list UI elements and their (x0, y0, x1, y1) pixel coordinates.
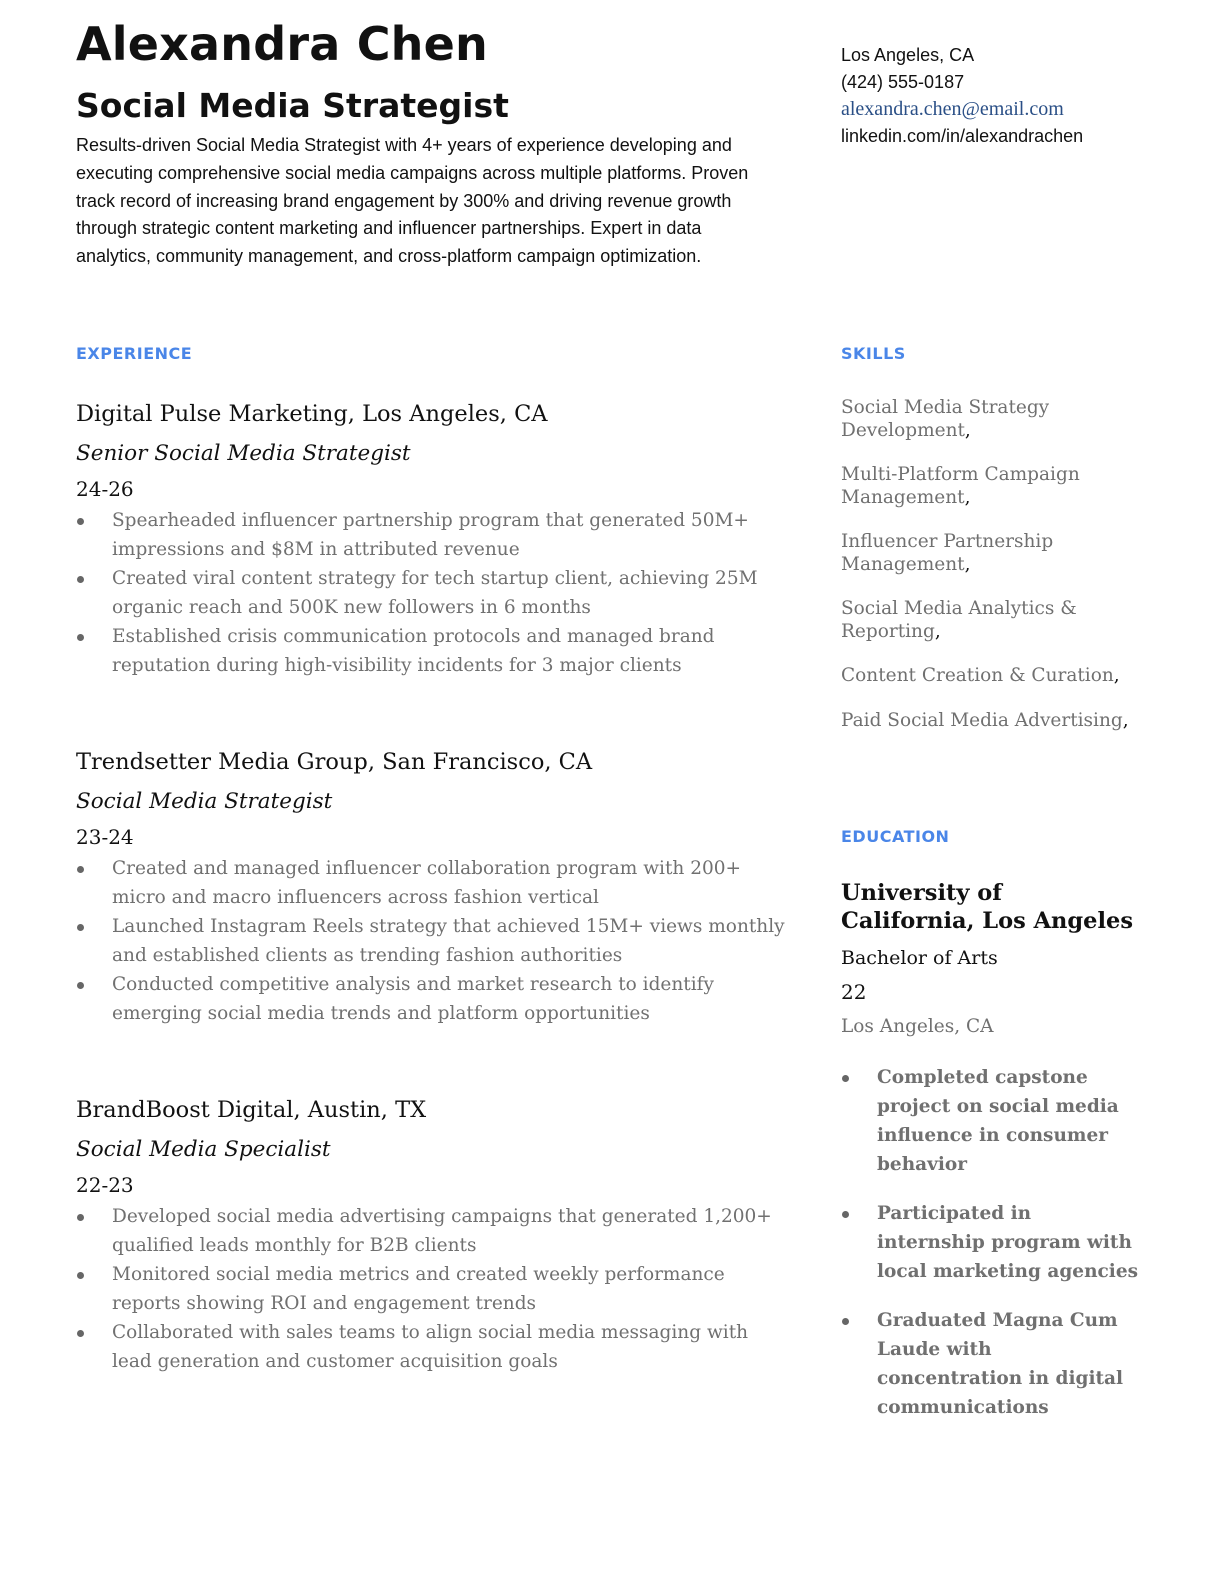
education-entry (841, 879, 1141, 1442)
job-role: Social Media Specialist (76, 1137, 331, 1162)
contact-block (841, 42, 1083, 150)
job-company: Trendsetter Media Group, San Francisco, CA (76, 749, 593, 775)
job-bullet (76, 1202, 786, 1260)
job-bullets (76, 506, 786, 680)
degree: Bachelor of Arts (841, 947, 998, 969)
bullet-dot-icon (77, 1214, 84, 1221)
education-bullet-text: Participated in internship program with local marketing agencies (877, 1203, 1139, 1282)
professional-summary: Results-driven Social Media Strategist with 4+ years of experience developing and executing comprehensive social media campaigns across multiple platforms. Proven track record of increasing brand engagement by 300% and driving revenue growth through strategic content marketing and influencer partnerships. Expert in data analytics, community management, and cross-platform campaign optimization. (76, 135, 749, 267)
job-entry (76, 1096, 786, 1376)
contact-phone[interactable]: (424) 555-0187 (841, 72, 965, 92)
job-bullet (76, 506, 786, 564)
skill-text: Social Media Analytics & Reporting (841, 598, 1077, 642)
job-bullet (76, 970, 786, 1028)
bullet-dot-icon (77, 518, 84, 525)
experience-heading: EXPERIENCE (76, 344, 193, 363)
job-entry (76, 400, 786, 680)
bullet-dot-icon (77, 982, 84, 989)
skill-text: Content Creation & Curation (841, 665, 1114, 686)
bullet-dot-icon (842, 1211, 849, 1218)
job-bullet (76, 912, 786, 970)
skill-separator: , (1113, 665, 1120, 686)
bullet-dot-icon (77, 924, 84, 931)
job-dates: 23-24 (76, 825, 134, 849)
bullet-dot-icon (77, 1330, 84, 1337)
job-bullet-text: Spearheaded influencer partnership program that generated 50M+ impressions and $8M in attributed revenue (112, 510, 749, 560)
education-bullet (841, 1063, 1141, 1179)
job-role: Social Media Strategist (76, 789, 333, 814)
skill-separator: , (964, 486, 971, 508)
job-bullet (76, 854, 786, 912)
job-dates: 24-26 (76, 477, 134, 501)
graduation-year: 22 (841, 980, 867, 1004)
job-bullets (76, 1202, 786, 1376)
education-bullet-text: Completed capstone project on social media influence in consumer behavior (877, 1067, 1119, 1175)
contact-email-link[interactable]: alexandra.chen@email.com (841, 98, 1064, 120)
contact-linkedin[interactable]: linkedin.com/in/alexandrachen (841, 126, 1084, 146)
education-bullet (841, 1306, 1141, 1422)
education-bullet-text: Graduated Magna Cum Laude with concentration in digital communications (877, 1310, 1124, 1418)
job-bullet-text: Monitored social media metrics and created weekly performance reports showing ROI and engagement trends (112, 1264, 725, 1314)
school-name: University of California, Los Angeles (841, 880, 1133, 934)
skill-item (841, 397, 1141, 442)
education-heading: EDUCATION (841, 827, 950, 846)
skill-item (841, 531, 1141, 576)
job-entry (76, 748, 786, 1028)
skill-text: Multi-Platform Campaign Management (841, 464, 1080, 508)
skills-heading: SKILLS (841, 344, 906, 363)
skill-item (841, 710, 1141, 733)
job-dates: 22-23 (76, 1173, 134, 1197)
education-bullet (841, 1199, 1141, 1286)
skill-text: Paid Social Media Advertising (841, 709, 1123, 731)
skills-list (841, 397, 1141, 754)
job-role: Senior Social Media Strategist (76, 441, 411, 466)
job-bullet-text: Created viral content strategy for tech startup client, achieving 25M organic reach and 500K new followers in 6 months (112, 568, 758, 618)
job-bullet (76, 622, 786, 680)
job-bullet (76, 1260, 786, 1318)
bullet-dot-icon (77, 634, 84, 641)
bullet-dot-icon (842, 1075, 849, 1082)
job-bullet (76, 564, 786, 622)
job-bullet-text: Launched Instagram Reels strategy that achieved 15M+ views monthly and established clients as trending fashion authorities (112, 916, 785, 966)
bullet-dot-icon (842, 1318, 849, 1325)
skill-text: Social Media Strategy Development (841, 397, 1050, 441)
job-company: Digital Pulse Marketing, Los Angeles, CA (76, 401, 548, 427)
job-bullet-text: Developed social media advertising campaigns that generated 1,200+ qualified leads monthly for B2B clients (112, 1206, 772, 1256)
candidate-name: Alexandra Chen (76, 17, 488, 71)
job-bullet-text: Conducted competitive analysis and market research to identify emerging social media trends and platform opportunities (112, 974, 714, 1024)
job-bullet-text: Created and managed influencer collaboration program with 200+ micro and macro influencers across fashion vertical (112, 858, 742, 908)
job-bullet-text: Collaborated with sales teams to align social media messaging with lead generation and customer acquisition goals (112, 1322, 749, 1372)
skill-separator: , (1122, 709, 1129, 731)
skill-separator: , (964, 419, 971, 441)
job-company: BrandBoost Digital, Austin, TX (76, 1097, 427, 1123)
skill-text: Influencer Partnership Management (841, 531, 1054, 575)
bullet-dot-icon (77, 576, 84, 583)
job-bullet (76, 1318, 786, 1376)
skill-separator: , (934, 620, 941, 642)
job-bullet-text: Established crisis communication protocols and managed brand reputation during high-visibility incidents for 3 major clients (112, 626, 715, 676)
bullet-dot-icon (77, 866, 84, 873)
professional-title: Social Media Strategist (76, 86, 509, 125)
job-bullets (76, 854, 786, 1028)
skill-item (841, 665, 1141, 688)
contact-location: Los Angeles, CA (841, 45, 975, 65)
education-bullets (841, 1063, 1141, 1422)
skill-item (841, 464, 1141, 509)
skill-item (841, 598, 1141, 643)
school-location: Los Angeles, CA (841, 1016, 994, 1037)
bullet-dot-icon (77, 1272, 84, 1279)
skill-separator: , (964, 553, 971, 575)
